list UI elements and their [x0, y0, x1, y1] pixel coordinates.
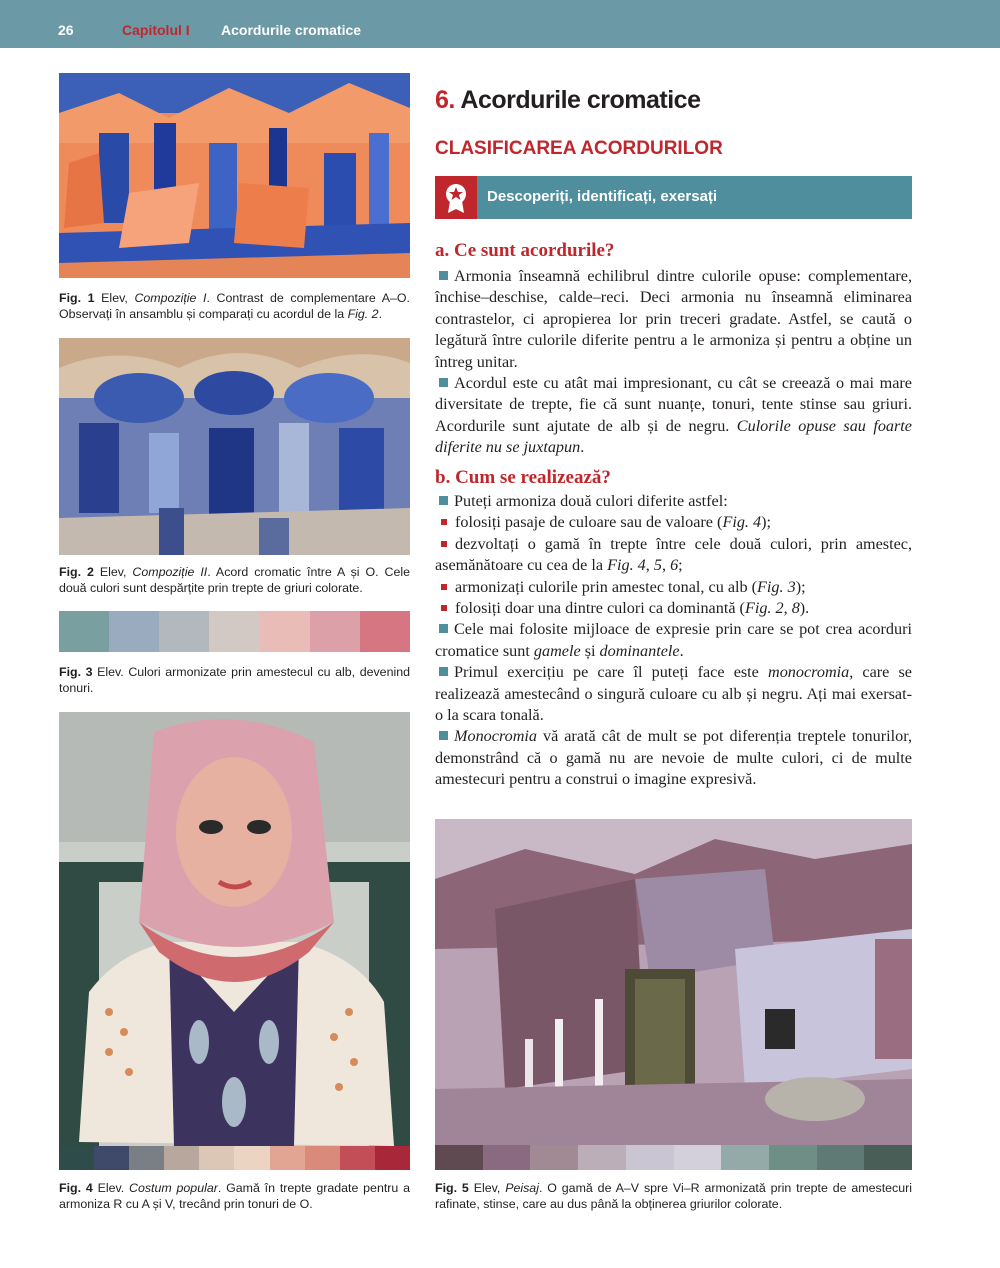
- fig5-painting: [435, 819, 912, 1145]
- page-number: 26: [58, 22, 74, 38]
- li2-fig5: 5: [653, 556, 662, 575]
- color-swatch: [94, 1146, 129, 1170]
- b-p2-italic-1: gamele: [533, 641, 581, 660]
- fig4-author: Elev.: [97, 1181, 130, 1195]
- color-swatch: [817, 1145, 865, 1170]
- section-b-paragraph-4: [435, 726, 912, 790]
- color-swatch: [59, 1146, 94, 1170]
- section-a-heading: a. Ce sunt acordurile?: [435, 240, 615, 261]
- li2-fig: Fig. 4: [607, 556, 646, 575]
- color-swatch: [234, 1146, 269, 1170]
- fig1-painting: [59, 73, 410, 278]
- title-text: Acordurile cromatice: [460, 86, 701, 114]
- color-swatch: [305, 1146, 340, 1170]
- b-p3-text: Primul exercițiu pe care îl puteți face este: [454, 663, 768, 682]
- color-swatch: [310, 611, 360, 652]
- color-swatch: [769, 1145, 817, 1170]
- li3-text: armonizați culorile prin amestec tonal, cu alb (: [455, 577, 758, 596]
- li4-fig8: 8: [791, 599, 800, 618]
- fig2-text: . Acord cromatic între A și O. Cele două culori sunt despărțite prin trepte de griuri colorate.: [59, 565, 410, 595]
- title-number: 6.: [435, 86, 455, 114]
- section-b-paragraph-1: [435, 491, 912, 512]
- li1-end: );: [761, 513, 771, 532]
- bullet-square-icon: [439, 624, 448, 633]
- b-p2-italic-2: dominantele: [599, 641, 680, 660]
- badge-icon: [435, 176, 477, 219]
- list-item: [435, 534, 912, 577]
- fig1-title: Compoziție I: [134, 291, 207, 305]
- fig3-text: Elev. Culori armonizate prin amestecul cu alb, devenind tonuri.: [59, 665, 411, 695]
- list-item: [435, 512, 912, 533]
- b-p2-text: Cele mai folosite mijloace de expresie prin care se pot crea acorduri cromatice sunt: [435, 620, 912, 660]
- color-swatch: [199, 1146, 234, 1170]
- bullet-small-icon: [441, 519, 447, 525]
- li1-text: folosiți pasaje de culoare sau de valoare (: [455, 513, 723, 532]
- section-b-heading: b. Cum se realizează?: [435, 467, 611, 488]
- fig5-label: Fig. 5: [435, 1181, 469, 1195]
- b-p4-text: vă arată cât de mult se pot diferenția treptele tonurilor, demonstrând că o gamă nu are nevoie de multe culori, ci de multe amestecuri pentru a construi o imagine expresivă.: [435, 727, 912, 789]
- color-swatch: [59, 611, 109, 652]
- color-swatch: [109, 611, 159, 652]
- fig2-painting: [59, 338, 410, 555]
- section-b-paragraph-2: Cele mai folosite mijloace de expresie prin care se pot crea acorduri cromatice sunt gamele și dominantele.: [435, 620, 912, 660]
- fig1-label: Fig. 1: [59, 291, 95, 305]
- a-p2-italic: Culorile opuse sau foarte diferite nu se juxtapun: [435, 416, 912, 457]
- fig1-end: .: [378, 307, 383, 321]
- fig3-caption: [59, 664, 410, 696]
- fig1-ref: Fig. 2: [347, 307, 379, 321]
- li4-sep: ,: [783, 599, 792, 618]
- fig5-title: Peisaj: [505, 1181, 539, 1195]
- bullet-small-icon: [441, 605, 447, 611]
- color-swatch: [209, 611, 259, 652]
- section-b-body: [435, 491, 912, 791]
- a-p1-text: Armonia înseamnă echilibrul dintre culorile opuse: complementare, închise–deschise, calde–reci. Deci armonia nu înseamnă eliminarea contrastelor, ci apropierea lor prin treceri gradate. Astfel, se caută o legătură între culorile diferite pentru a le armoniza și pentru a obține un întreg unitar.: [435, 267, 912, 371]
- list-item: [435, 577, 912, 598]
- bullet-small-icon: [441, 584, 447, 590]
- section-a-paragraph-2: Acordul este cu atât mai impresionant, cu cât se creează o mai mare diversitate de trepte, fie că sunt nuanțe, tonuri, tente stinse sau griuri. Acordurile sunt ajutate de alb și de negru. Culorile opuse sau foarte diferite nu se juxtapun.: [435, 374, 912, 457]
- b-p1-text: Puteți armoniza două culori diferite astfel:: [454, 492, 728, 510]
- color-swatch: [721, 1145, 769, 1170]
- fig1-caption: [59, 290, 410, 322]
- color-swatch: [129, 1146, 164, 1170]
- b-p4-italic: Monocromia: [454, 727, 538, 746]
- b-p3-end: , care se realizează amestecând o singură culoare cu alb și negru. Ați mai exersat-o la scara tonală.: [435, 663, 912, 725]
- banner-text: Descoperiți, identificați, exersați: [487, 188, 718, 205]
- fig5-text: . O gamă de A–V spre Vi–R armonizată prin trepte de amestecuri rafinate, stinse, care au dus până la obținerea griurilor colorate.: [435, 1181, 912, 1211]
- fig5-author: Elev,: [473, 1181, 506, 1195]
- li1-fig: Fig. 4: [722, 513, 762, 532]
- fig2-label: Fig. 2: [59, 565, 94, 579]
- color-swatch: [578, 1145, 626, 1170]
- activity-banner: [435, 176, 912, 219]
- li2-text: dezvoltați o gamă în trepte între cele două culori, prin amestec, asemănătoare cu cea de la: [435, 534, 912, 575]
- bullet-small-icon: [441, 541, 447, 547]
- section-b-paragraph-3: [435, 662, 912, 726]
- color-swatch: [360, 611, 410, 652]
- bullet-square-icon: [439, 496, 448, 505]
- a-p2-text: Acordul este cu atât mai impresionant, cu cât se creează o mai mare diversitate de trepte, fie că sunt nuanțe, tonuri, tente stinse sau griuri. Acordurile sunt ajutate de alb și de negru.: [435, 374, 912, 435]
- fig4-title: Costum popular: [129, 1181, 218, 1195]
- fig2-caption: [59, 564, 410, 596]
- color-swatch: [340, 1146, 375, 1170]
- bullet-square-icon: [439, 271, 448, 280]
- li4-fig: Fig. 2: [744, 599, 784, 618]
- color-swatch: [435, 1145, 483, 1170]
- li4-end: ).: [799, 599, 810, 618]
- li3-end: );: [795, 577, 806, 596]
- color-swatch: [164, 1146, 199, 1170]
- fig2-author: Elev,: [99, 565, 133, 579]
- chapter-label: Capitolul I: [122, 22, 190, 38]
- page-subtitle: CLASIFICAREA ACORDURILOR: [435, 138, 723, 159]
- fig3-swatches: [59, 611, 410, 652]
- page-header: [0, 0, 1000, 48]
- fig3-label: Fig. 3: [59, 665, 93, 679]
- section-a-paragraph-1: [435, 266, 912, 373]
- list-item: [435, 598, 912, 619]
- fig1-author: Elev,: [101, 291, 135, 305]
- bullet-square-icon: [439, 378, 448, 387]
- chapter-title: Acordurile cromatice: [221, 22, 362, 38]
- fig4-label: Fig. 4: [59, 1181, 93, 1195]
- li2-sep2: ,: [661, 556, 671, 575]
- li2-end: ;: [678, 556, 683, 575]
- color-swatch: [270, 1146, 305, 1170]
- li3-fig: Fig. 3: [757, 577, 796, 596]
- color-swatch: [530, 1145, 578, 1170]
- section-a-body: [435, 266, 912, 459]
- color-swatch: [483, 1145, 531, 1170]
- li4-text: folosiți doar una dintre culori ca dominantă (: [455, 599, 745, 618]
- fig5-caption: [435, 1180, 912, 1212]
- color-swatch: [626, 1145, 674, 1170]
- fig4-text: . Gamă în trepte gradate pentru a armoniza R cu A și V, trecând prin tonuri de O.: [59, 1181, 411, 1211]
- b-p3-italic: monocromia: [768, 663, 850, 682]
- color-swatch: [260, 611, 310, 652]
- fig4-swatches: [59, 1146, 410, 1170]
- page-title: [435, 86, 700, 115]
- color-swatch: [674, 1145, 722, 1170]
- color-swatch: [375, 1146, 410, 1170]
- bullet-square-icon: [439, 731, 448, 740]
- b-p2-mid: și: [580, 641, 600, 660]
- bullet-square-icon: [439, 667, 448, 676]
- li2-sep1: ,: [645, 556, 654, 575]
- li2-fig6: 6: [670, 556, 679, 575]
- fig5-swatches: [435, 1145, 912, 1170]
- fig1-text: . Contrast de complementare A–O. Observați în ansamblu și comparați cu acordul de la: [59, 291, 410, 321]
- color-swatch: [864, 1145, 912, 1170]
- fig4-caption: [59, 1180, 410, 1212]
- fig2-title: Compoziție II: [132, 565, 208, 579]
- fig4-painting: [59, 712, 410, 1146]
- color-swatch: [159, 611, 209, 652]
